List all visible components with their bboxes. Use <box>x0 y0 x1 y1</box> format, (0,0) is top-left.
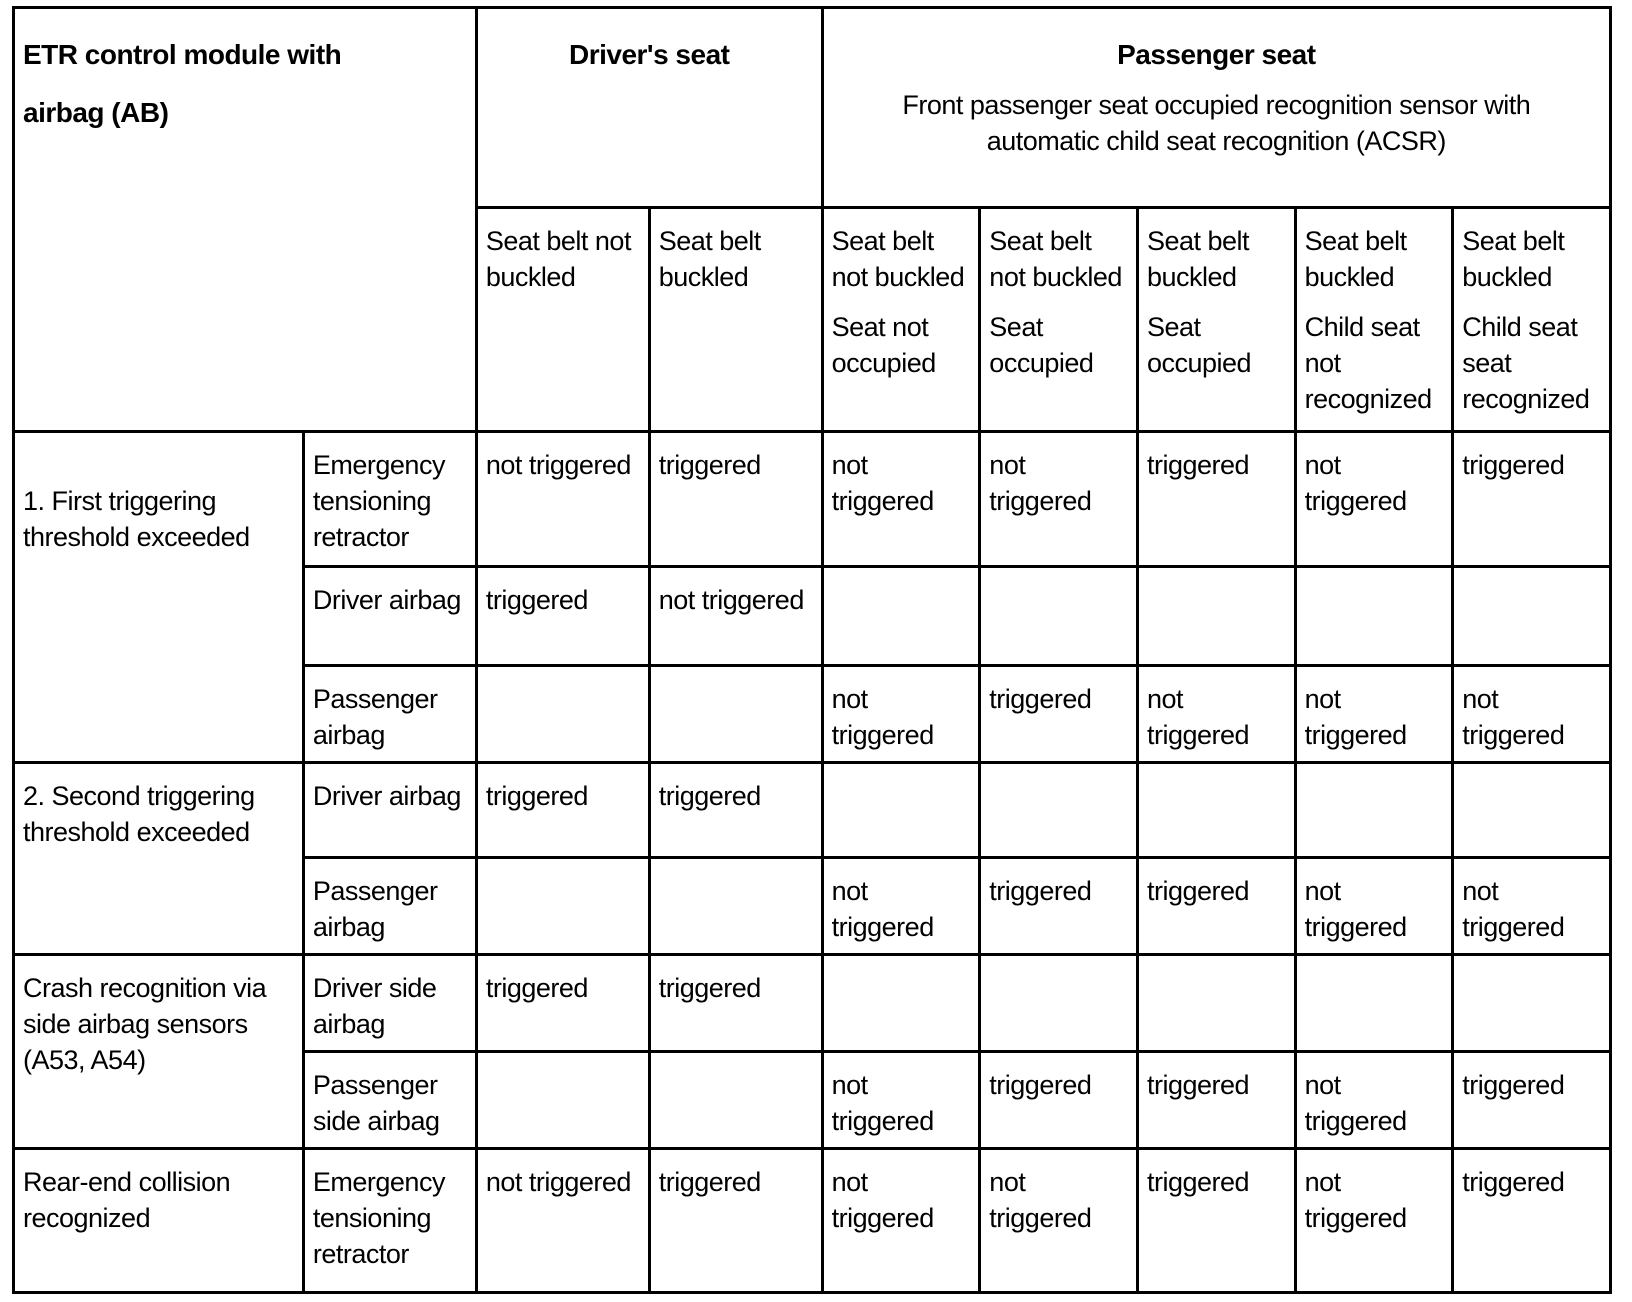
component-cell: Passenger airbag <box>303 665 476 762</box>
seat-occupancy-status: Child seat not recognized <box>1304 312 1432 415</box>
status-cell: not triggered <box>1295 1052 1453 1149</box>
status-cell <box>649 858 822 955</box>
status-cell <box>822 566 980 665</box>
seat-belt-status: Seat belt not buckled <box>485 226 631 293</box>
status-cell: triggered <box>1453 1149 1611 1293</box>
module-header-cell <box>14 8 477 432</box>
status-cell: triggered <box>476 566 649 665</box>
seat-occupancy-status: Seat not occupied <box>831 312 936 379</box>
table-row <box>14 955 1611 1052</box>
status-cell <box>1295 566 1453 665</box>
status-cell <box>1453 762 1611 858</box>
status-cell: triggered <box>649 955 822 1052</box>
table-row <box>14 432 1611 566</box>
seat-belt-status: Seat belt buckled <box>658 226 761 293</box>
component-cell: Emergency tensioning retractor <box>303 432 476 566</box>
header-row-top <box>14 8 1611 208</box>
status-cell: not triggered <box>649 566 822 665</box>
status-cell <box>649 665 822 762</box>
airbag-trigger-document <box>12 6 1612 1294</box>
status-cell: not triggered <box>1453 858 1611 955</box>
seat-occupancy-status: Seat occupied <box>989 312 1094 379</box>
status-cell <box>476 665 649 762</box>
column-header-6 <box>1295 208 1453 432</box>
component-cell: Passenger side airbag <box>303 1052 476 1149</box>
condition-cell: Crash recognition via side airbag sensors (A53, A54) <box>14 955 304 1149</box>
status-cell <box>649 1052 822 1149</box>
status-cell: triggered <box>1453 432 1611 566</box>
status-cell: not triggered <box>822 1149 980 1293</box>
component-cell: Driver airbag <box>303 762 476 858</box>
status-cell: triggered <box>1137 858 1295 955</box>
status-cell <box>1137 566 1295 665</box>
seat-occupancy-status: Seat occupied <box>1146 312 1252 379</box>
status-cell <box>822 955 980 1052</box>
status-cell: not triggered <box>1295 665 1453 762</box>
status-cell: not triggered <box>822 1052 980 1149</box>
status-cell: triggered <box>980 1052 1138 1149</box>
condition-cell: 2. Second triggering threshold exceeded <box>14 762 304 955</box>
status-cell: triggered <box>476 762 649 858</box>
status-cell <box>476 858 649 955</box>
status-cell <box>1295 762 1453 858</box>
status-cell: not triggered <box>1453 665 1611 762</box>
driver-seat-label: Driver's seat <box>568 39 730 70</box>
table-row <box>14 1149 1611 1293</box>
passenger-seat-header <box>822 8 1610 208</box>
table-row <box>14 762 1611 858</box>
component-cell: Driver airbag <box>303 566 476 665</box>
status-cell: not triggered <box>822 858 980 955</box>
status-cell: triggered <box>1453 1052 1611 1149</box>
status-cell <box>1453 566 1611 665</box>
status-cell: triggered <box>649 1149 822 1293</box>
seat-occupancy-status: Child seat seat recognized <box>1462 312 1590 415</box>
condition-cell: Rear-end collision recognized <box>14 1149 304 1293</box>
status-cell <box>476 1052 649 1149</box>
status-cell: not triggered <box>476 432 649 566</box>
status-cell: not triggered <box>822 665 980 762</box>
status-cell <box>980 762 1138 858</box>
column-header-1 <box>476 208 649 432</box>
status-cell <box>1137 955 1295 1052</box>
status-cell: not triggered <box>1137 665 1295 762</box>
module-label-line1: ETR control module with <box>23 39 342 70</box>
status-cell <box>980 955 1138 1052</box>
status-cell <box>980 566 1138 665</box>
passenger-seat-label: Passenger seat <box>1117 39 1316 70</box>
status-cell: not triggered <box>476 1149 649 1293</box>
condition-cell: 1. First triggering threshold exceeded <box>14 432 304 762</box>
airbag-triggering-table <box>12 6 1612 1294</box>
status-cell: triggered <box>649 762 822 858</box>
status-cell: not triggered <box>980 1149 1138 1293</box>
status-cell: not triggered <box>822 432 980 566</box>
status-cell <box>1295 955 1453 1052</box>
component-cell: Emergency tensioning retractor <box>303 1149 476 1293</box>
column-header-3 <box>822 208 980 432</box>
status-cell: not triggered <box>1295 858 1453 955</box>
column-header-4 <box>980 208 1138 432</box>
status-cell <box>822 762 980 858</box>
column-header-2 <box>649 208 822 432</box>
status-cell: triggered <box>476 955 649 1052</box>
column-header-7 <box>1453 208 1611 432</box>
status-cell: not triggered <box>1295 432 1453 566</box>
component-cell: Passenger airbag <box>303 858 476 955</box>
seat-belt-status: Seat belt buckled <box>1304 226 1407 293</box>
driver-seat-header <box>476 8 822 208</box>
status-cell: not triggered <box>980 432 1138 566</box>
seat-belt-status: Seat belt not buckled <box>831 226 965 293</box>
status-cell <box>1137 762 1295 858</box>
status-cell: triggered <box>980 665 1138 762</box>
status-cell <box>1453 955 1611 1052</box>
component-cell: Driver side airbag <box>303 955 476 1052</box>
status-cell: triggered <box>1137 432 1295 566</box>
status-cell: triggered <box>1137 1052 1295 1149</box>
seat-belt-status: Seat belt not buckled <box>989 226 1122 293</box>
seat-belt-status: Seat belt buckled <box>1146 226 1250 293</box>
column-header-5 <box>1137 208 1295 432</box>
seat-belt-status: Seat belt buckled <box>1462 226 1565 293</box>
module-label-line2: airbag (AB) <box>23 97 169 128</box>
status-cell: triggered <box>649 432 822 566</box>
status-cell: triggered <box>1137 1149 1295 1293</box>
passenger-sensor-label: Front passenger seat occupied recognition sensor with automatic child seat recognition (ACSR) <box>902 90 1531 156</box>
status-cell: triggered <box>980 858 1138 955</box>
status-cell: not triggered <box>1295 1149 1453 1293</box>
